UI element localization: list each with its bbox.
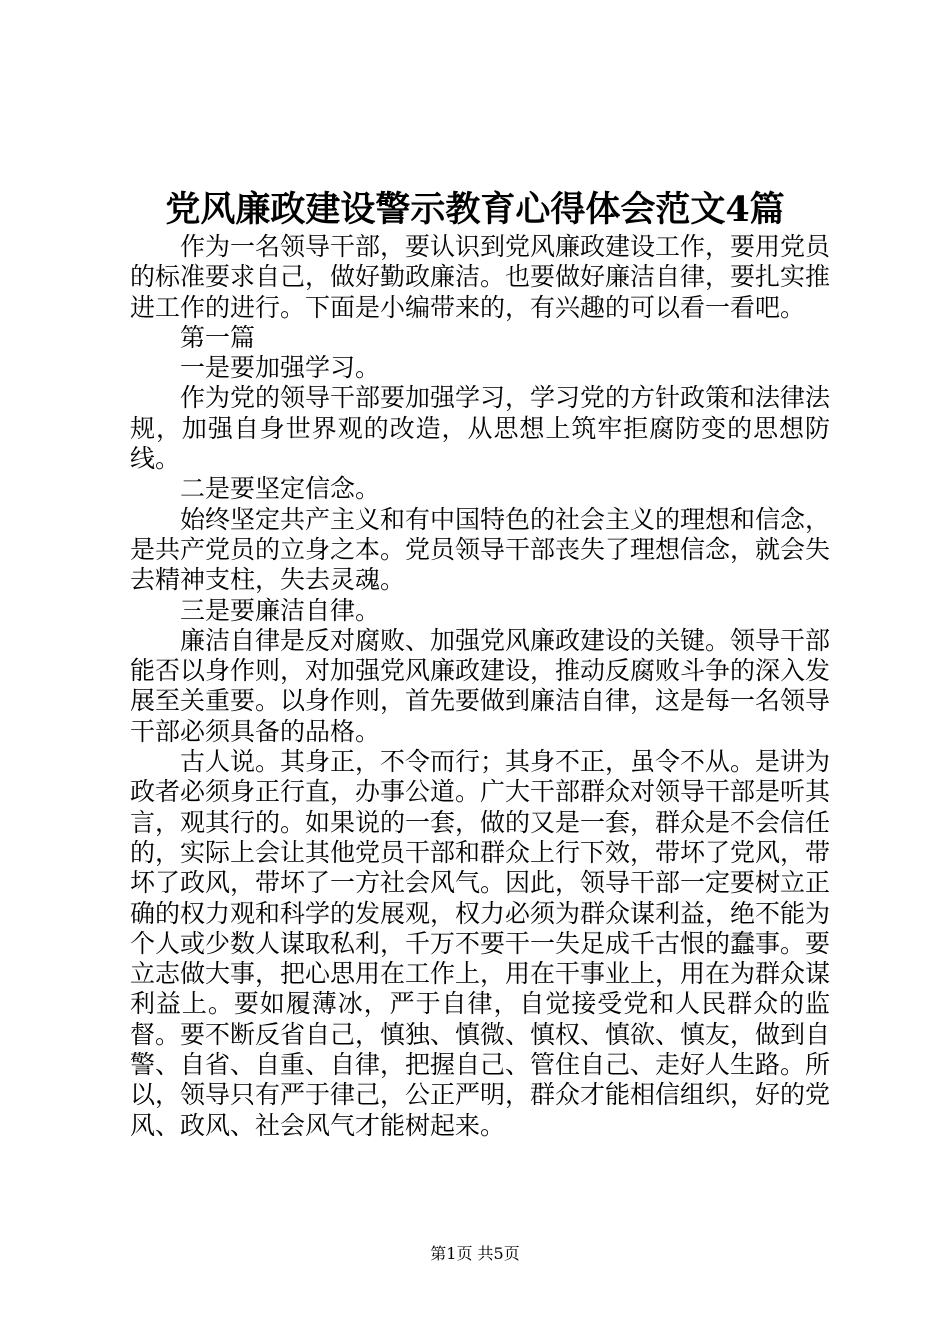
point-heading: 二是要坚定信念。	[180, 474, 381, 504]
point-heading: 一是要加强学习。	[180, 353, 381, 383]
body-paragraph: 古人说。其身正，不令而行；其身不正，虽令不从。是讲为政者必须身正行直，办事公道。广大干部群众对领导干部是听其言，观其行的。如果说的一套，做的又是一套，群众是不会信任的，实际上会让其他党员干部和群众上行下效，带坏了党风，带坏了政风，带坏了一方社会风气。因此，领导干部一定要树立正确的权力观和科学的发展观，权力必须为群众谋利益，绝不能为个人或少数人谋取私利，千万不要干一失足成千古恨的蠢事。要立志做大事，把心思用在工作上，用在干事业上，用在为群众谋利益上。要如履薄冰，严于自律，自觉接受党和人民群众的监督。要不断反省自己，慎独、慎微、慎权、慎欲、慎友，做到自警、自省、自重、自律，把握自己、管住自己、走好人生路。所以，领导只有严于律己，公正严明，群众才能相信组织，好的党风、政风、社会风气才能树起来。	[130, 747, 831, 1140]
point-heading: 三是要廉洁自律。	[180, 595, 381, 625]
body-paragraph: 廉洁自律是反对腐败、加强党风廉政建设的关键。领导干部能否以身作则，对加强党风廉政建设，推动反腐败斗争的深入发展至关重要。以身作则，首先要做到廉洁自律，这是每一名领导干部必须具备的品格。	[130, 625, 831, 746]
page-footer: 第1页 共5页	[430, 1244, 520, 1263]
document-title: 党风廉政建设警示教育心得体会范文4篇	[165, 189, 785, 230]
section-heading: 第一篇	[180, 322, 256, 352]
body-paragraph: 作为党的领导干部要加强学习，学习党的方针政策和法律法规，加强自身世界观的改造，从思想上筑牢拒腐防变的思想防线。	[130, 383, 831, 474]
document-body	[130, 232, 830, 1141]
intro-paragraph: 作为一名领导干部，要认识到党风廉政建设工作，要用党员的标准要求自己，做好勤政廉洁。也要做好廉洁自律，要扎实推进工作的进行。下面是小编带来的，有兴趣的可以看一看吧。	[130, 232, 831, 322]
body-paragraph: 始终坚定共产主义和有中国特色的社会主义的理想和信念，是共产党员的立身之本。党员领导干部丧失了理想信念，就会失去精神支柱，失去灵魂。	[130, 504, 831, 595]
